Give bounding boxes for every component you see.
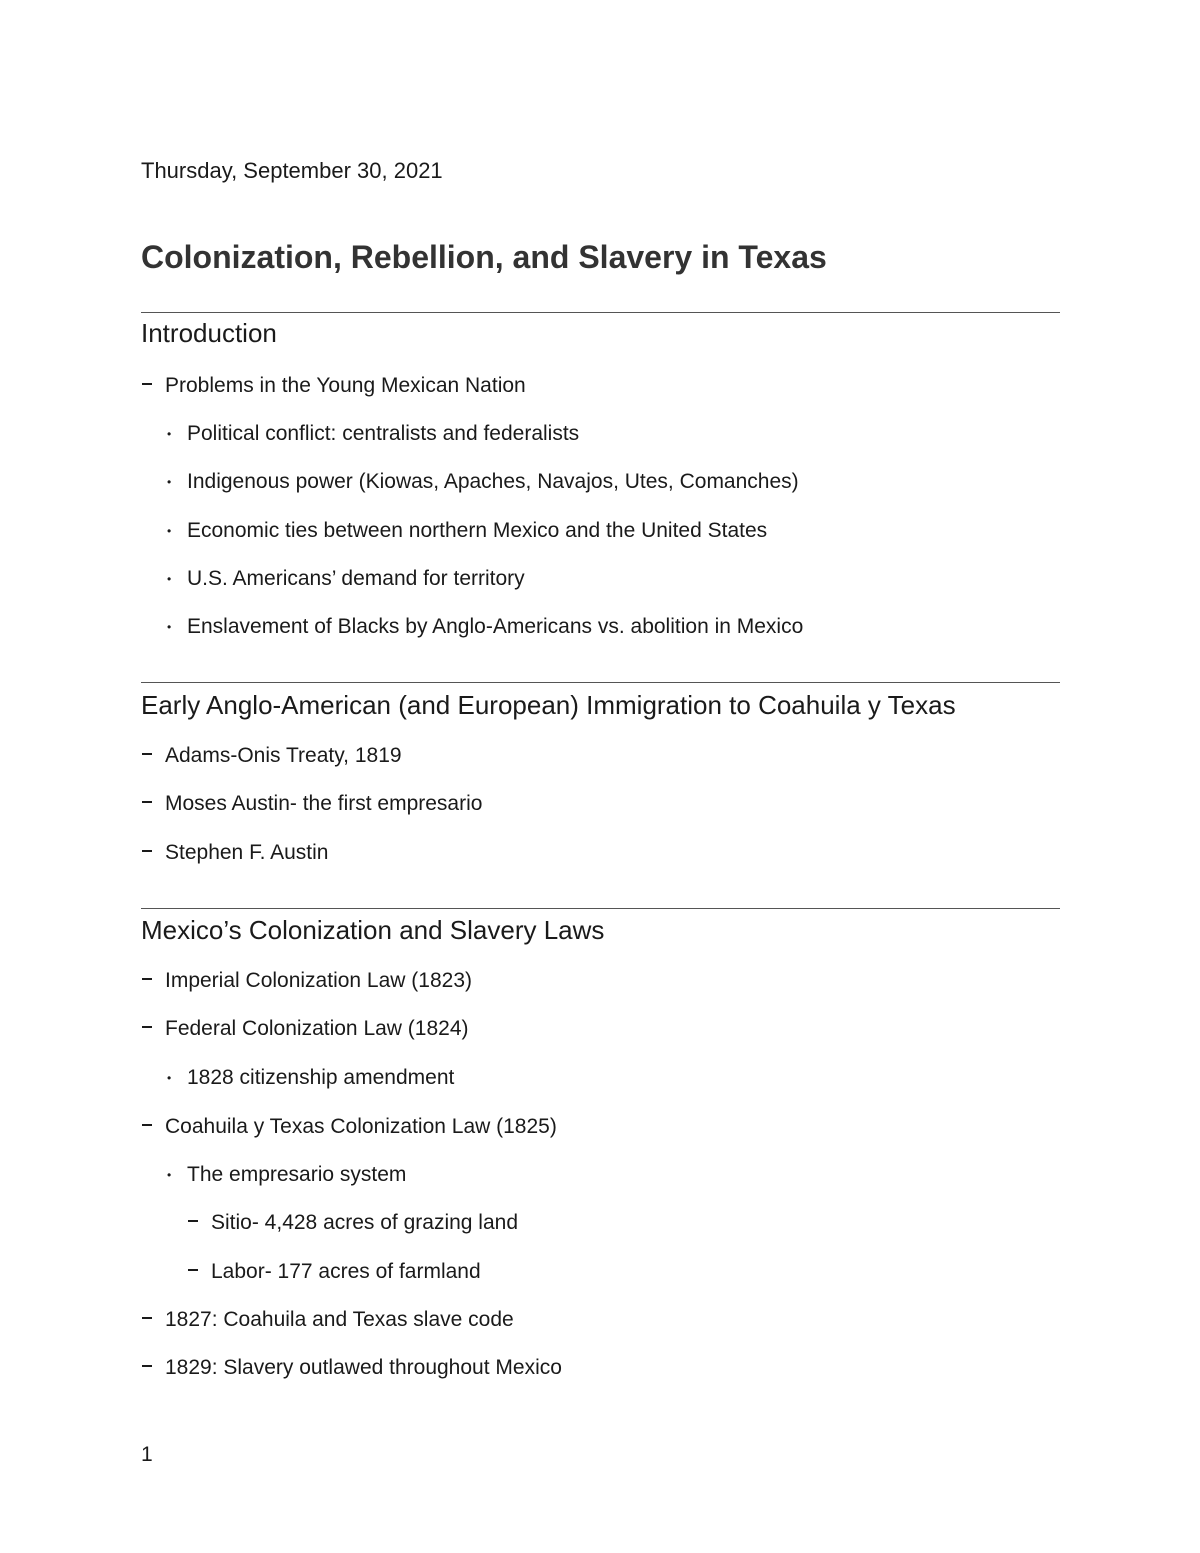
section-heading-colonization-laws: Mexico’s Colonization and Slavery Laws xyxy=(141,915,605,945)
list-item-text: U.S. Americans’ demand for territory xyxy=(187,567,525,590)
list-item xyxy=(165,1015,469,1043)
section-divider xyxy=(141,908,1060,909)
section-divider xyxy=(141,312,1060,313)
list-item-text: Labor- 177 acres of farmland xyxy=(211,1260,481,1283)
list-item-text: 1827: Coahuila and Texas slave code xyxy=(165,1308,514,1331)
section-divider xyxy=(141,682,1060,683)
list-item xyxy=(165,967,472,995)
list-item xyxy=(165,1113,557,1141)
document-date: Thursday, September 30, 2021 xyxy=(141,158,443,183)
list-item xyxy=(167,613,804,641)
section-heading-introduction: Introduction xyxy=(141,318,277,348)
list-item xyxy=(167,420,580,448)
list-item-text: Enslavement of Blacks by Anglo-Americans vs. abolition in Mexico xyxy=(187,615,804,638)
list-item-text: Indigenous power (Kiowas, Apaches, Navajos, Utes, Comanches) xyxy=(187,470,799,493)
list-item-text: Sitio- 4,428 acres of grazing land xyxy=(211,1211,519,1234)
list-item xyxy=(167,1161,407,1189)
list-item xyxy=(165,372,526,400)
list-item-text: Political conflict: centralists and federalists xyxy=(187,422,580,445)
list-item-text: Coahuila y Texas Colonization Law (1825) xyxy=(165,1115,557,1138)
list-item-text: 1829: Slavery outlawed throughout Mexico xyxy=(165,1356,562,1379)
dash-bullet-icon xyxy=(142,1365,152,1367)
dash-bullet-icon xyxy=(142,850,152,852)
page-number: 1 xyxy=(141,1443,153,1466)
dot-bullet-icon: • xyxy=(167,1071,172,1085)
dot-bullet-icon: • xyxy=(167,427,172,441)
list-item-text: Stephen F. Austin xyxy=(165,841,329,864)
dash-bullet-icon xyxy=(142,1317,152,1319)
dash-bullet-icon xyxy=(142,383,152,385)
list-item xyxy=(167,468,799,496)
dash-bullet-icon xyxy=(142,801,152,803)
dot-bullet-icon: • xyxy=(167,620,172,634)
list-item-text: Federal Colonization Law (1824) xyxy=(165,1017,469,1040)
list-item xyxy=(165,742,402,770)
list-item xyxy=(165,1306,514,1334)
dash-bullet-icon xyxy=(142,1026,152,1028)
dash-bullet-icon xyxy=(142,1124,152,1126)
dash-bullet-icon xyxy=(142,978,152,980)
dot-bullet-icon: • xyxy=(167,572,172,586)
list-item xyxy=(165,839,328,867)
dot-bullet-icon: • xyxy=(167,475,172,489)
dot-bullet-icon: • xyxy=(167,1168,172,1182)
list-item-text: Adams-Onis Treaty, 1819 xyxy=(165,744,402,767)
dash-bullet-icon xyxy=(188,1220,198,1222)
list-item-text: The empresario system xyxy=(187,1163,407,1186)
section-heading-immigration: Early Anglo-American (and European) Immigration to Coahuila y Texas xyxy=(141,690,956,720)
dash-bullet-icon xyxy=(142,753,152,755)
list-item xyxy=(167,1064,455,1092)
list-item-text: Moses Austin- the first empresario xyxy=(165,792,483,815)
list-item xyxy=(211,1209,518,1237)
dot-bullet-icon: • xyxy=(167,524,172,538)
list-item xyxy=(167,517,768,545)
list-item-text: 1828 citizenship amendment xyxy=(187,1066,455,1089)
list-item-text: Imperial Colonization Law (1823) xyxy=(165,969,472,992)
list-item xyxy=(165,790,482,818)
list-item xyxy=(167,565,525,593)
list-item-text: Problems in the Young Mexican Nation xyxy=(165,374,526,397)
list-item-text: Economic ties between northern Mexico and the United States xyxy=(187,519,768,542)
dash-bullet-icon xyxy=(188,1269,198,1271)
document-title: Colonization, Rebellion, and Slavery in Texas xyxy=(141,239,827,275)
list-item xyxy=(211,1258,481,1286)
list-item xyxy=(165,1354,562,1382)
